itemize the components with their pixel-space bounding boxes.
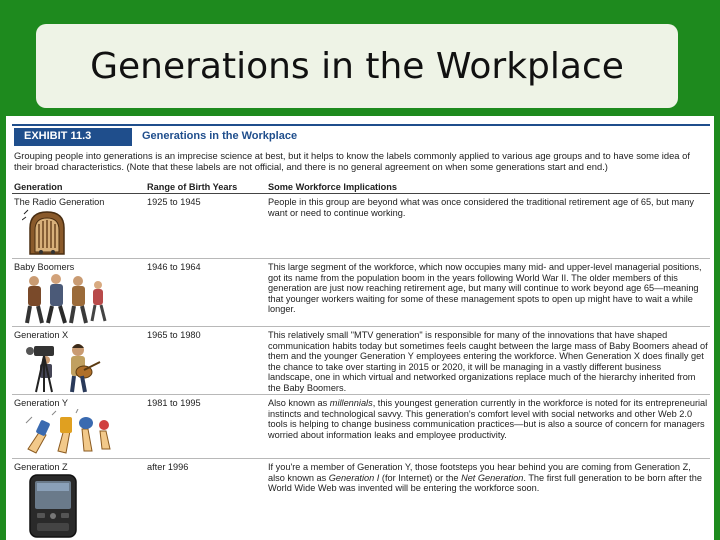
implications	[268, 398, 708, 440]
implications-text: . The first full generation to be born after the World Wide Web was invented will be entering the workforce soon.	[268, 472, 702, 494]
generation-name: Generation Z	[14, 462, 68, 472]
implications-text: , this youngest generation currently in the workforce is noted for its entrepreneurial instincts and technological savvy. This generation's comfort level with social networks and other Web 2.0 tools is helping to change business communication practices—but is also a source of concern for managers worried about information leaks and employee productivity.	[268, 398, 708, 440]
implications-emphasis: Generation I	[328, 472, 380, 483]
slide-title-box	[36, 24, 678, 108]
implications-text: (for Internet) or the	[379, 472, 462, 483]
walking-people-icon	[22, 273, 114, 325]
generation-name: Baby Boomers	[14, 262, 75, 272]
implications-emphasis: Net Generation	[461, 472, 524, 483]
generation-name: The Radio Generation	[14, 197, 105, 207]
column-header-range: Range of Birth Years	[147, 182, 238, 192]
birth-range: 1925 to 1945	[147, 197, 201, 207]
table-row	[12, 194, 710, 259]
radio-icon	[22, 208, 72, 256]
table-row	[12, 327, 710, 395]
birth-range: 1946 to 1964	[147, 262, 201, 272]
exhibit-header	[12, 124, 710, 146]
generation-name: Generation Y	[14, 398, 68, 408]
implications	[268, 462, 708, 494]
implications-emphasis: millennials	[329, 398, 373, 408]
exhibit-title: Generations in the Workplace	[142, 130, 298, 142]
birth-range: after 1996	[147, 462, 189, 472]
implications: This relatively small "MTV generation" is responsible for many of the innovations that have shaped communication habits today but sometimes feels caught between the large mass of Baby Boomers ahead of them and the younger Generation Y employees entering the workforce. When Generation X does finally get the chance to take over starting in 2015 or 2020, it will be managing in a vastly different business landscape, one in which virtual and networked organizations replace much of the hierarchy inherited from the Baby Boomers.	[268, 330, 708, 393]
implications-text: If you're a member of Generation Y, those footsteps you hear behind you are coming from Generation Z, also known as	[268, 462, 691, 483]
implications-text: Also known as	[268, 398, 330, 408]
exhibit-intro: Grouping people into generations is an imprecise science at best, but it helps to know the labels commonly applied to various age groups and to have some idea of their broad characteristics. (Note that these labels are not official, and there is no general agreement on when some generations start and end.)	[14, 150, 690, 172]
exhibit-label: EXHIBIT 11.3	[14, 128, 132, 146]
table-row	[12, 259, 710, 327]
smartphone-icon	[28, 473, 78, 539]
camera-guitar-icon	[22, 340, 102, 394]
birth-range: 1965 to 1980	[147, 330, 201, 340]
left-border	[0, 116, 6, 540]
implications: People in this group are beyond what was once considered the traditional retirement age of 65, but many want or need to continue working.	[268, 197, 694, 218]
slide-title: Generations in the Workplace	[90, 45, 624, 87]
implications: This large segment of the workforce, which now occupies many mid- and upper-level managerial positions, got its name from the population boom in the years following World War II. The older members of this generation are just now reaching retirement age, but many will continue to work beyond age 65—meaning that younger workers waiting for some of these management spots to open up might have to wait a while longer.	[268, 262, 702, 315]
right-border	[714, 116, 720, 540]
table-row	[12, 459, 710, 540]
column-header-generation: Generation	[14, 182, 63, 192]
table-row	[12, 395, 710, 459]
hands-icon	[22, 409, 112, 455]
column-header-implications: Some Workforce Implications	[268, 182, 397, 192]
generation-name: Generation X	[14, 330, 69, 340]
exhibit-page	[0, 116, 720, 540]
birth-range: 1981 to 1995	[147, 398, 201, 408]
